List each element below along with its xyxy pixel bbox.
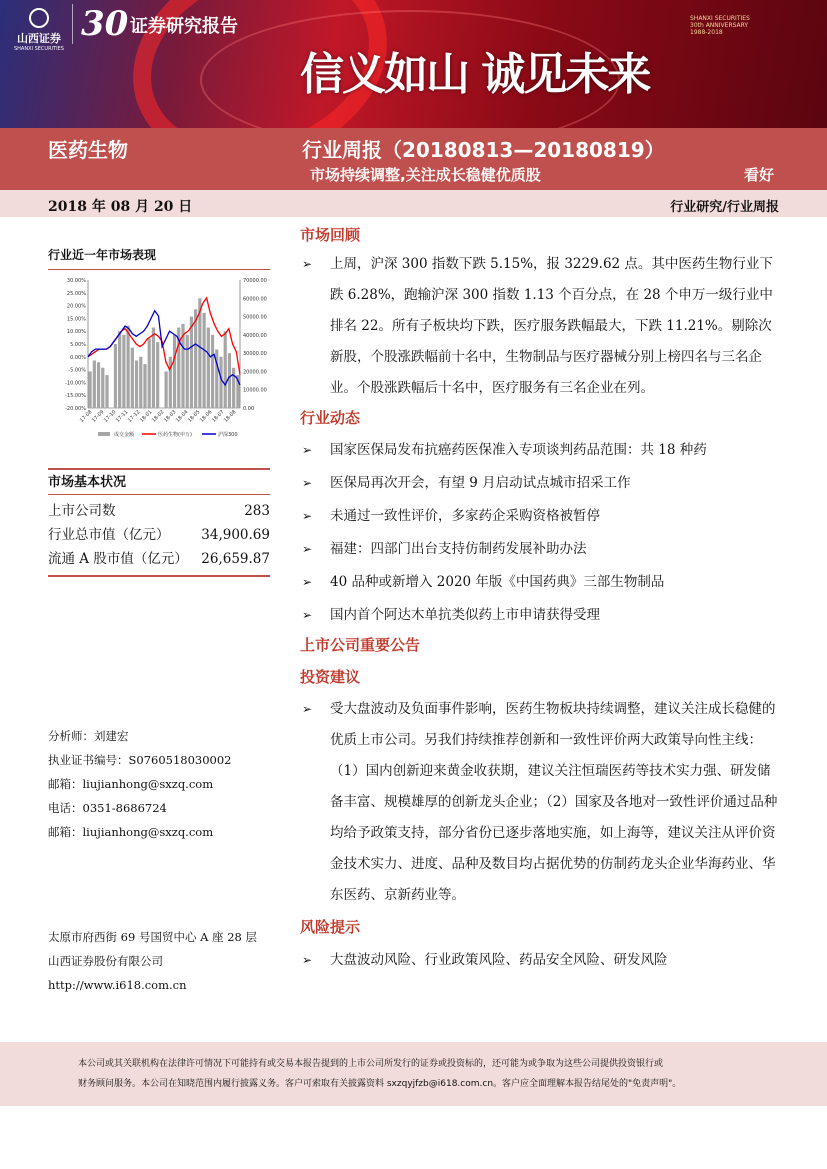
volume-bar — [118, 331, 121, 408]
legend-label: 医药生物(申万) — [158, 432, 192, 438]
volume-bar — [127, 326, 130, 408]
volume-bar — [219, 357, 222, 408]
report-subtitle: 市场持续调整,关注成长稳健优质股 — [310, 166, 541, 184]
logo-en: SHANXI SECURITIES — [14, 46, 64, 52]
stat-value: 283 — [244, 503, 270, 519]
y-right-tick-label: 60000.00 — [243, 296, 267, 303]
divider — [48, 575, 270, 577]
analyst-name: 分析师：刘建宏 — [48, 729, 129, 743]
x-tick-label: 18-04 — [174, 409, 190, 424]
stats-row — [48, 499, 270, 523]
volume-bar — [207, 328, 210, 408]
y-right-tick-label: 40000.00 — [243, 332, 267, 339]
review-paragraph — [300, 249, 780, 404]
news-item — [300, 468, 780, 501]
y-right-tick-label: 0.00 — [243, 406, 255, 412]
anniv-line: 30th ANNIVERSARY — [690, 22, 749, 29]
stat-label: 上市公司数 — [48, 503, 116, 519]
address: 太原市府西街 69 号国贸中心 A 座 28 层 — [48, 930, 258, 944]
y-left-tick-label: 25.00% — [66, 290, 86, 297]
y-right-tick-label: 70000.00 — [243, 278, 267, 284]
x-tick-label: 18-01 — [138, 409, 154, 424]
report-category: 行业研究/行业周报 — [670, 200, 779, 215]
paragraph-text: 受大盘波动及负面事件影响，医药生物板块持续调整，建议关注成长稳健的优质上市公司。另我们持续推荐创新和一致性评价两大政策导向性主线：（1）国内创新迎来黄金收获期，建议关注恒瑞医药等技术实力强、研发储备丰富、规模雄厚的创新龙头企业；（2）国家及各地对一致性评价通过品种均给予政策支持，部分省份已逐步落地实施，如上海等，建议关注从评价资金技术实力、进度、品种及数目均占据优势的仿制药龙头企业华海药业、华东医药、京新药业等。 — [330, 701, 778, 903]
stat-value: 34,900.69 — [201, 527, 270, 543]
y-right-tick-label: 30000.00 — [243, 351, 267, 358]
x-tick-label: 18-03 — [162, 409, 178, 424]
x-tick-label: 18-05 — [186, 409, 202, 424]
volume-bar — [224, 331, 227, 408]
news-item — [300, 435, 780, 468]
news-item — [300, 567, 780, 600]
stat-label: 流通 A 股市值（亿元） — [48, 551, 188, 567]
y-left-tick-label: -20.00% — [65, 406, 86, 412]
anniv-line: 1988-2018 — [690, 29, 723, 36]
report-title: 行业周报（20180813—20180819） — [302, 138, 665, 162]
y-left-tick-label: 10.00% — [66, 329, 86, 336]
title-band — [0, 128, 827, 190]
license-number: 执业证书编号：S0760518030002 — [48, 753, 232, 767]
company-name: 山西证券股份有限公司 — [48, 954, 163, 968]
bullet-icon: ➢ — [302, 575, 313, 589]
x-tick-label: 18-02 — [150, 409, 166, 424]
volume-bar — [148, 339, 151, 408]
bullet-icon: ➢ — [302, 608, 313, 622]
bullet-icon: ➢ — [302, 702, 313, 716]
y-left-tick-label: -5.00% — [68, 367, 86, 374]
news-item — [300, 600, 780, 633]
volume-bar — [232, 368, 235, 408]
volume-bar — [173, 335, 176, 408]
x-tick-label: 17-09 — [90, 409, 106, 424]
logo-cn: 山西证券 — [16, 32, 61, 45]
company-logo — [14, 8, 64, 52]
item-text: 国内首个阿达木单抗类似药上市申请获得受理 — [330, 607, 600, 623]
advice-paragraph — [300, 694, 780, 911]
risk-item — [300, 945, 780, 978]
stat-label: 行业总市值（亿元） — [48, 527, 170, 543]
section-title-news: 行业动态 — [300, 409, 361, 427]
slogan: 信义如山 诚见未来 — [300, 49, 650, 100]
date-band — [0, 190, 827, 217]
market-stats — [48, 468, 270, 577]
legend-label: 成交金额 — [114, 432, 135, 438]
item-text: 未通过一致性评价，多家药企采购资格被暂停 — [330, 508, 600, 524]
x-tick-label: 18-06 — [198, 409, 214, 424]
y-left-tick-label: 5.00% — [70, 342, 86, 348]
chart-title: 行业近一年市场表现 — [48, 248, 157, 262]
volume-bar — [122, 335, 125, 408]
item-text: 医保局再次开会，有望 9 月启动试点城市招采工作 — [330, 475, 631, 491]
volume-bar — [211, 335, 214, 408]
volume-bar — [105, 375, 108, 408]
volume-bar — [89, 371, 92, 408]
disclaimer-line: 本公司或其关联机构在法律许可情况下可能持有或交易本报告提到的上市公司所发行的证券或投资标的，还可能为或争取为这些公司提供投资银行或 — [78, 1059, 664, 1069]
analyst-contact — [48, 724, 270, 844]
y-left-tick-label: 0.00% — [70, 354, 86, 361]
x-tick-label: 18-07 — [210, 409, 226, 424]
y-right-tick-label: 20000.00 — [243, 369, 267, 376]
volume-bar — [194, 309, 197, 408]
disclaimer-line: 财务顾问服务。本公司在知晓范围内履行披露义务。客户可索取有关披露资料 sxzqyjfzb@i618.com.cn。客户应全面理解本报告结尾处的"免责声明"。 — [78, 1079, 682, 1089]
bullet-icon: ➢ — [302, 476, 313, 490]
rating: 看好 — [744, 166, 775, 184]
section-title-review: 市场回顾 — [300, 226, 361, 244]
chart-panel — [48, 246, 270, 454]
anniversary-logo: 30 — [72, 4, 128, 44]
y-left-tick-label: -10.00% — [65, 380, 86, 387]
bullet-icon: ➢ — [302, 509, 313, 523]
stat-value: 26,659.87 — [201, 551, 270, 567]
y-left-tick-label: 20.00% — [66, 303, 86, 310]
y-left-tick-label: 15.00% — [66, 316, 86, 323]
volume-bar — [143, 364, 146, 408]
website-link[interactable]: http://www.i618.com.cn — [48, 978, 187, 992]
volume-bar — [114, 344, 117, 408]
email[interactable]: 邮箱：liujianhong@sxzq.com — [48, 777, 214, 791]
phone: 电话：0351-8686724 — [48, 801, 167, 815]
bullet-icon: ➢ — [302, 953, 313, 967]
bullet-icon: ➢ — [302, 542, 313, 556]
divider — [48, 494, 270, 495]
anniv-line: SHANXI SECURITIES — [690, 15, 750, 22]
volume-bar — [190, 317, 193, 408]
stats-title: 市场基本状况 — [48, 475, 127, 490]
disclaimer — [0, 1042, 827, 1106]
legend-swatch — [98, 432, 110, 436]
section-title-advice: 投资建议 — [300, 668, 361, 686]
legend-label: 沪深300 — [218, 432, 238, 438]
volume-bar — [97, 362, 100, 408]
news-item — [300, 534, 780, 567]
volume-bar — [93, 360, 96, 408]
bullet-icon: ➢ — [302, 443, 313, 457]
y-left-tick-label: 30.00% — [66, 278, 86, 284]
volume-bar — [156, 342, 159, 408]
item-text: 40 品种或新增入 2020 年版《中国药典》三部生物制品 — [330, 574, 665, 590]
volume-bar — [165, 371, 168, 408]
market-chart — [48, 270, 270, 450]
report-type: 证券研究报告 — [130, 16, 238, 37]
section-title-announcements: 上市公司重要公告 — [300, 636, 421, 654]
sector-name: 医药生物 — [48, 138, 128, 162]
volume-bar — [203, 313, 206, 408]
section-title-risk: 风险提示 — [300, 918, 361, 936]
paragraph-text: 上周，沪深 300 指数下跌 5.15%，报 3229.62 点。其中医药生物行业下跌 6.28%，跑输沪深 300 指数 1.13 个百分点，在 28 个申万一级行业中排名 22。所有子板块均下跌，医疗服务跌幅最大，下跌 11.21%。剔除次新股，个股涨跌幅前十名中，生物制品与医疗器械分别上榜四名与三名企业。个股涨跌幅后十名中，医疗服务有三名企业在列。 — [330, 256, 773, 396]
x-tick-label: 17-10 — [102, 409, 118, 424]
volume-bar — [135, 360, 138, 408]
item-text: 福建：四部门出台支持仿制药发展补助办法 — [330, 541, 587, 557]
volume-bar — [139, 357, 142, 408]
logo-icon — [29, 8, 49, 28]
volume-bar — [186, 335, 189, 408]
item-text: 大盘波动风险、行业政策风险、药品安全风险、研发风险 — [330, 952, 668, 968]
item-text: 国家医保局发布抗癌药医保准入专项谈判药品范围：共 18 种药 — [330, 442, 707, 458]
email[interactable]: 邮箱：liujianhong@sxzq.com — [48, 825, 214, 839]
volume-bar — [131, 348, 134, 408]
stats-row — [48, 547, 270, 571]
main-content — [300, 221, 780, 978]
volume-bar — [228, 353, 231, 408]
x-tick-label: 17-11 — [114, 409, 130, 424]
y-left-tick-label: -15.00% — [65, 393, 86, 400]
anniversary-text — [690, 15, 750, 36]
x-tick-label: 17-08 — [78, 409, 94, 424]
volume-bar — [152, 328, 155, 408]
x-tick-label: 18-08 — [222, 409, 238, 424]
report-date: 2018 年 08 月 20 日 — [48, 199, 193, 215]
y-right-tick-label: 50000.00 — [243, 314, 267, 321]
y-right-tick-label: 10000.00 — [243, 387, 267, 394]
x-tick-label: 17-12 — [126, 409, 142, 424]
bullet-icon: ➢ — [302, 257, 313, 271]
volume-bar — [101, 368, 104, 408]
stats-row — [48, 523, 270, 547]
news-item — [300, 501, 780, 534]
header-banner — [0, 0, 827, 128]
company-address — [48, 925, 270, 997]
